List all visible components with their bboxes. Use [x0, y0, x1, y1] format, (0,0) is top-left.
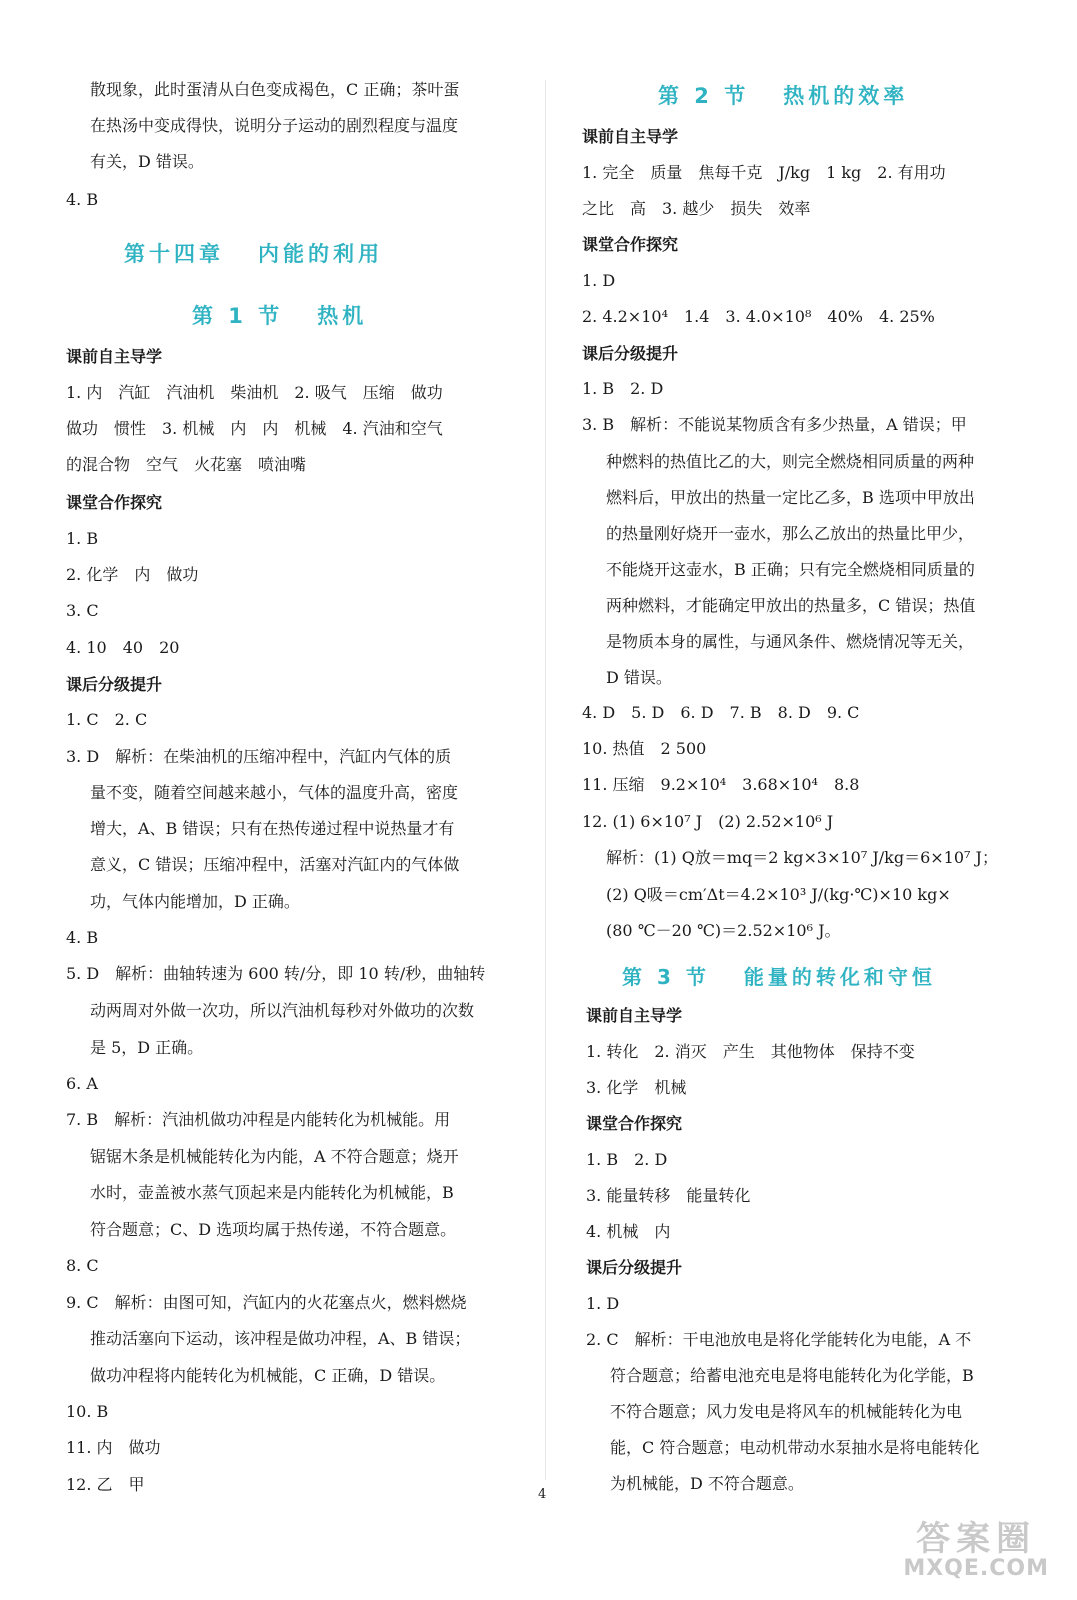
- text-line: 做功冲程将内能转化为机械能，C 正确，D 错误。: [90, 1366, 446, 1385]
- text-line: 4. 10 40 20: [66, 638, 180, 657]
- text-line: 10. 热值 2 500: [582, 739, 707, 758]
- text-line: 做功 惯性 3. 机械 内 内 机械 4. 汽油和空气: [66, 419, 443, 438]
- text-line: 不能烧开这壶水，B 正确；只有完全燃烧相同质量的: [606, 560, 975, 579]
- text-line: 推动活塞向下运动，该冲程是做功冲程，A、B 错误；: [90, 1329, 471, 1348]
- watermark: [903, 1519, 1049, 1584]
- text-line: 增大，A、B 错误；只有在热传递过程中说热量才有: [90, 819, 455, 838]
- text-line: 不符合题意；风力发电是将风车的机械能转化为电: [610, 1402, 963, 1421]
- text-line: 是 5，D 正确。: [90, 1038, 204, 1057]
- text-line: 1. B: [66, 529, 99, 548]
- text-line: 4. B: [66, 928, 99, 947]
- text-line: 为机械能，D 不符合题意。: [610, 1474, 804, 1493]
- text-line: 燃料后，甲放出的热量一定比乙多，B 选项中甲放出: [606, 488, 975, 507]
- heading-class-explore: 课堂合作探究: [582, 235, 679, 254]
- text-line: 12. (1) 6×10⁷ J (2) 2.52×10⁶ J: [582, 812, 834, 831]
- text-line: 1. C 2. C: [66, 710, 148, 729]
- column-divider: [545, 80, 546, 1480]
- chapter-name: 内能的利用: [258, 242, 383, 266]
- text-line: 的混合物 空气 火花塞 喷油嘴: [66, 455, 307, 474]
- watermark-logo: 答案圈: [916, 1519, 1037, 1559]
- text-line: 符合题意；给蓄电池充电是将电能转化为化学能，B: [610, 1366, 974, 1385]
- text-line: 4. 机械 内: [586, 1222, 671, 1241]
- text-line: 1. D: [586, 1294, 620, 1313]
- text-line: 5. D 解析：曲轴转速为 600 转/分，即 10 转/秒，曲轴转: [66, 964, 486, 983]
- text-line: 6. A: [66, 1074, 98, 1093]
- heading-pre-study: 课前自主导学: [582, 127, 679, 146]
- text-line: 是物质本身的属性，与通风条件、燃烧情况等无关，: [606, 632, 975, 651]
- text-line: (80 ℃－20 ℃)＝2.52×10⁶ J。: [606, 921, 841, 940]
- watermark-url: MXQE.COM: [903, 1556, 1049, 1581]
- text-line: 之比 高 3. 越少 损失 效率: [582, 199, 811, 218]
- text-line: 功，气体内能增加，D 正确。: [90, 892, 300, 911]
- text-line: 8. C: [66, 1256, 99, 1275]
- text-line: 散现象，此时蛋清从白色变成褐色，C 正确；茶叶蛋: [90, 80, 460, 99]
- text-line: 能，C 符合题意；电动机带动水泵抽水是将电能转化: [610, 1438, 980, 1457]
- heading-after-class: 课后分级提升: [582, 344, 679, 363]
- text-line: 量不变，随着空间越来越小，气体的温度升高，密度: [90, 783, 459, 802]
- text-line: 种燃料的热值比乙的大，则完全燃烧相同质量的两种: [606, 452, 975, 471]
- text-line: 2. 化学 内 做功: [66, 565, 199, 584]
- heading-class-explore: 课堂合作探究: [586, 1114, 683, 1133]
- section-name: 热机的效率: [783, 84, 909, 108]
- text-line: 3. B 解析：不能说某物质含有多少热量，A 错误；甲: [582, 415, 967, 434]
- text-line: 9. C 解析：由图可知，汽缸内的火花塞点火，燃料燃烧: [66, 1293, 467, 1312]
- section-number: 第 1 节: [192, 304, 284, 328]
- text-line: 3. C: [66, 601, 99, 620]
- text-line: 水时，壶盖被水蒸气顶起来是内能转化为机械能，B: [90, 1183, 454, 1202]
- text-line: 的热量刚好烧开一壶水，那么乙放出的热量比甲少，: [606, 524, 975, 543]
- text-line: 10. B: [66, 1402, 109, 1421]
- text-line: 在热汤中变成得快，说明分子运动的剧烈程度与温度: [90, 116, 459, 135]
- text-line: 3. 化学 机械: [586, 1078, 687, 1097]
- chapter-number: 第十四章: [124, 242, 224, 266]
- text-line: 3. 能量转移 能量转化: [586, 1186, 751, 1205]
- section-name: 能量的转化和守恒: [743, 965, 936, 989]
- text-line: 动两周对外做一次功，所以汽油机每秒对外做功的次数: [90, 1001, 475, 1020]
- section-2-title: [658, 80, 908, 110]
- text-line: 锯锯木条是机械能转化为内能，A 不符合题意；烧开: [90, 1147, 459, 1166]
- heading-pre-study: 课前自主导学: [586, 1006, 683, 1025]
- section-number: 第 2 节: [658, 84, 750, 108]
- text-line: 11. 内 做功: [66, 1438, 161, 1457]
- text-line: 1. 转化 2. 消灭 产生 其他物体 保持不变: [586, 1042, 915, 1061]
- heading-after-class: 课后分级提升: [586, 1258, 683, 1277]
- text-line: 两种燃料，才能确定甲放出的热量多，C 错误；热值: [606, 596, 976, 615]
- text-line: D 错误。: [606, 668, 672, 687]
- text-line: 2. C 解析：干电池放电是将化学能转化为电能，A 不: [586, 1330, 972, 1349]
- text-line: 4. D 5. D 6. D 7. B 8. D 9. C: [582, 703, 860, 722]
- text-line: 1. B 2. D: [586, 1150, 668, 1169]
- heading-pre-study: 课前自主导学: [66, 347, 163, 366]
- text-line: 1. B 2. D: [582, 379, 664, 398]
- page-number: 4: [538, 1487, 547, 1502]
- text-line: 1. 完全 质量 焦每千克 J/kg 1 kg 2. 有用功: [582, 163, 946, 182]
- section-name: 热机: [317, 304, 368, 328]
- text-line: 符合题意；C、D 选项均属于热传递，不符合题意。: [90, 1220, 457, 1239]
- heading-after-class: 课后分级提升: [66, 675, 163, 694]
- section-1-title: [192, 300, 367, 330]
- text-line: (2) Q吸＝cm′Δt＝4.2×10³ J/(kg·℃)×10 kg×: [606, 885, 951, 904]
- text-line: 7. B 解析：汽油机做功冲程是内能转化为机械能。用: [66, 1110, 451, 1129]
- section-3-title: [622, 961, 936, 990]
- text-line: 12. 乙 甲: [66, 1475, 145, 1494]
- text-line: 解析：(1) Q放＝mq＝2 kg×3×10⁷ J/kg＝6×10⁷ J；: [606, 848, 998, 867]
- text-line: 11. 压缩 9.2×10⁴ 3.68×10⁴ 8.8: [582, 775, 860, 794]
- text-line: 意义，C 错误；压缩冲程中，活塞对汽缸内的气体做: [90, 855, 460, 874]
- text-line: 3. D 解析：在柴油机的压缩冲程中，汽缸内气体的质: [66, 747, 452, 766]
- heading-class-explore: 课堂合作探究: [66, 493, 163, 512]
- text-line: 2. 4.2×10⁴ 1.4 3. 4.0×10⁸ 40% 4. 25%: [582, 307, 935, 326]
- section-number: 第 3 节: [622, 965, 710, 989]
- chapter-title: [124, 238, 383, 268]
- text-line: 1. 内 汽缸 汽油机 柴油机 2. 吸气 压缩 做功: [66, 383, 443, 402]
- text-line: 1. D: [582, 271, 616, 290]
- answer-4: 4. B: [66, 190, 99, 209]
- text-line: 有关，D 错误。: [90, 152, 204, 171]
